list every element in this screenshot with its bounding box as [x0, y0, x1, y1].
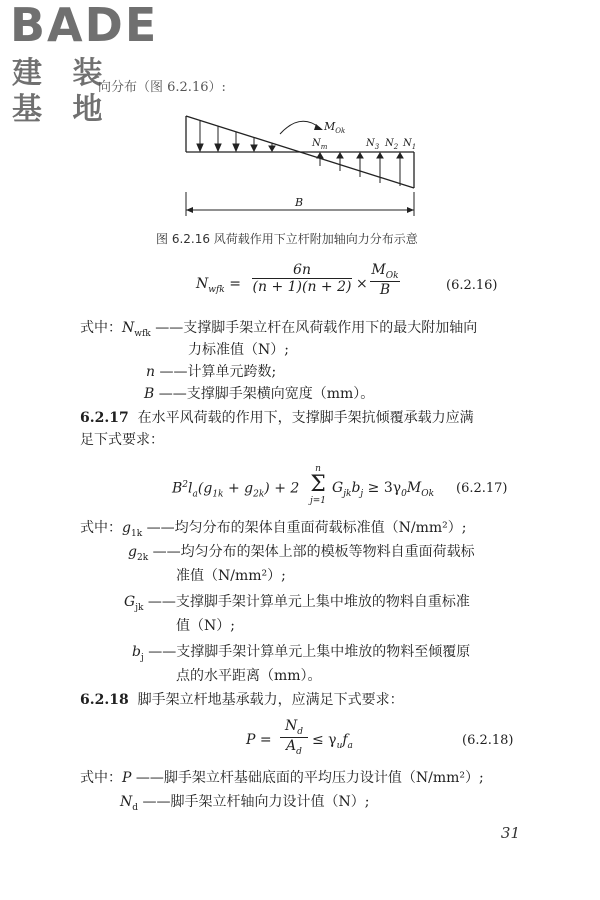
nm-label: $N_m$ [312, 138, 328, 151]
clause-6-2-18: 6.2.18 脚手架立杆地基承载力，应满足下式要求： [80, 692, 404, 708]
eq-6-2-18-number: (6.2.18) [462, 733, 514, 748]
where-2-line-7: 点的水平距离（mm）。 [176, 668, 322, 684]
clause-6-2-17-line-1: 6.2.17 在水平风荷载的作用下，支撑脚手架抗倾覆承载力应满 [80, 410, 474, 426]
eq-6-2-16-lhs: $N_{wfk}$ = [196, 276, 241, 295]
eq-6-2-18-lhs: P = [246, 732, 272, 748]
where-1-line-2: 力标准值（N）; [188, 342, 289, 358]
n1-label: $N_1$ [403, 138, 417, 151]
where-3-line-1: 式中：P ——脚手架立杆基础底面的平均压力设计值（N/mm²）; [80, 770, 484, 786]
where-2-line-3: 准值（N/mm²）; [176, 568, 286, 584]
eq-6-2-17: $B^2l_a(g_{1k} + g_{2k}) + 2$ [172, 480, 300, 500]
wind-load-diagram [180, 108, 430, 220]
eq-6-2-17-sum: n Σ j=1 [309, 464, 327, 506]
where-2-line-5: 值（N）; [176, 618, 235, 634]
where-1-line-3: n ——计算单元跨数; [146, 364, 277, 380]
eq-6-2-16-times: × [356, 276, 368, 292]
eq-6-2-16-fraction: 6n (n + 1)(n + 2) [252, 262, 352, 295]
where-2-line-6: $b_j$ ——支撑脚手架计算单元上集中堆放的物料至倾覆原 [132, 644, 471, 663]
eq-6-2-17-rhs: $G_{jk}b_j \ge 3\gamma_0M_{Ok}$ [332, 480, 435, 499]
where-1-line-1: 式中：$N_{wfk}$ ——支撑脚手架立杆在风荷载作用下的最大附加轴向 [80, 320, 478, 339]
where-1-line-4: B ——支撑脚手架横向宽度（mm）。 [144, 386, 375, 402]
watermark-logo: BADE [10, 0, 159, 52]
watermark-subtitle: 建 装 基 地 [12, 56, 113, 127]
clause-6-2-17-line-2: 足下式要求： [80, 432, 164, 448]
where-2-line-1: 式中：$g_{1k}$ ——均匀分布的架体自重面荷载标准值（N/mm²）; [80, 520, 467, 539]
eq-6-2-16-number: (6.2.16) [446, 278, 498, 293]
down-arrows [197, 120, 275, 151]
width-label: B [295, 196, 304, 209]
page-number: 31 [500, 824, 520, 842]
where-2-line-2: $g_{2k}$ ——均匀分布的架体上部的模板等物料自重面荷载标 [128, 544, 475, 563]
n3-label: $N_3$ [366, 138, 380, 151]
eq-6-2-18-rhs: ≤ $\gamma_uf_a$ [312, 732, 353, 751]
n2-label: $N_2$ [385, 138, 399, 151]
where-2-line-4: $G_{jk}$ ——支撑脚手架计算单元上集中堆放的物料自重标准 [124, 594, 470, 613]
figure-caption: 图 6.2.16 风荷载作用下立杆附加轴向力分布示意 [156, 232, 418, 246]
eq-6-2-16-moment-fraction: $M_{Ok}$ B [371, 262, 399, 298]
moment-arc [280, 121, 320, 134]
header-fragment: 向分布（图 6.2.16）: [98, 80, 226, 95]
moment-label: $M_{Ok}$ [324, 120, 346, 135]
where-3-line-2: $N_d$ ——脚手架立杆轴向力设计值（N）; [120, 794, 370, 813]
eq-6-2-17-number: (6.2.17) [456, 481, 508, 496]
eq-6-2-18-fraction: $N_d$ $A_d$ [280, 718, 308, 757]
